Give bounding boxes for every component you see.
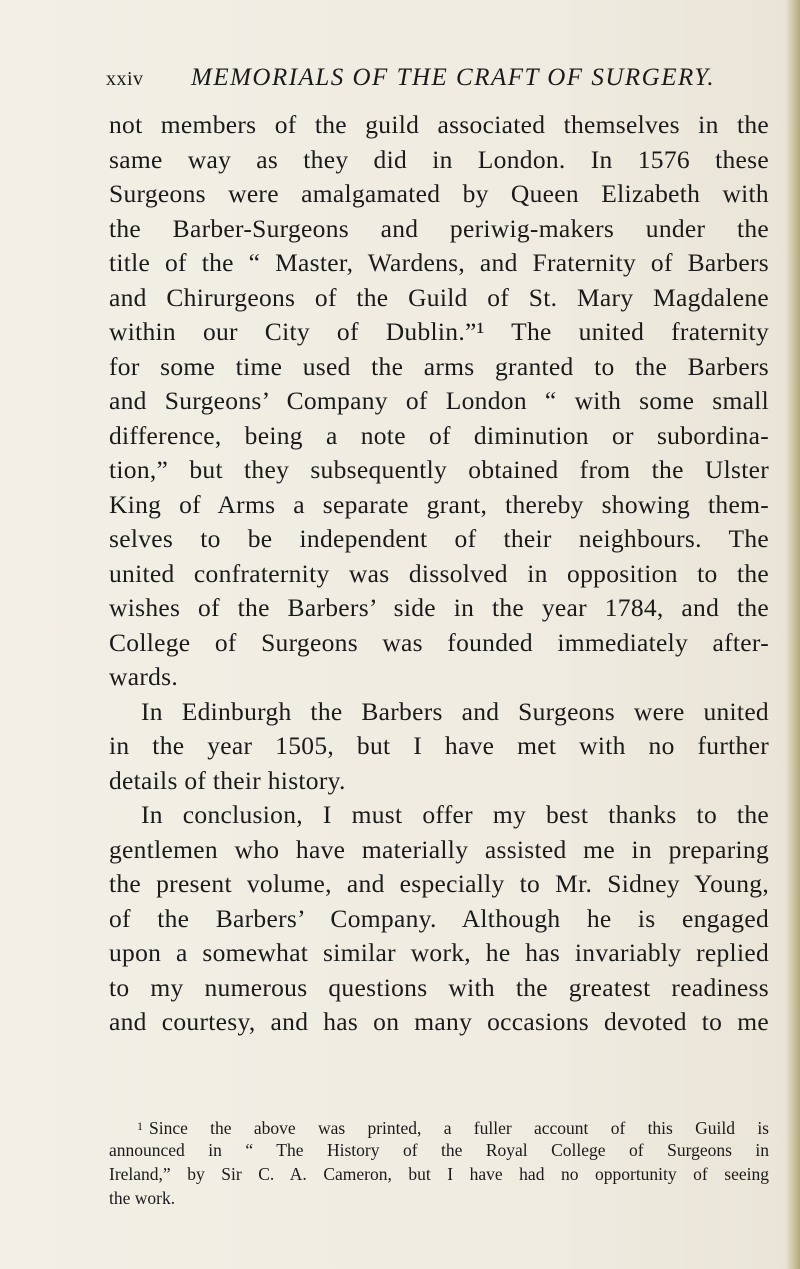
text-line: not members of the guild associated themselves in the xyxy=(109,110,769,139)
text-line: of the Barbers’ Company. Although he is engaged xyxy=(109,903,769,933)
footnote-text: Since the above was printed, a fuller account of this Guild is xyxy=(149,1118,769,1138)
text-line: College of Surgeons was founded immediately after- xyxy=(109,627,769,657)
text-line: King of Arms a separate grant, thereby showing them- xyxy=(109,489,769,519)
footnote-line: Ireland,” by Sir C. A. Cameron, but I have had no opportunity of seeing xyxy=(109,1164,769,1184)
text-line: and Surgeons’ Company of London “ with some small xyxy=(109,386,769,415)
footnote-line xyxy=(109,1114,769,1138)
text-line: for some time used the arms granted to the Barbers xyxy=(109,351,769,381)
text-line: and Chirurgeons of the Guild of St. Mary Magdalene xyxy=(109,282,769,312)
text-line: title of the “ Master, Wardens, and Fraternity of Barbers xyxy=(109,248,769,277)
text-line: upon a somewhat similar work, he has invariably replied xyxy=(109,938,769,967)
text-line: In Edinburgh the Barbers and Surgeons were united xyxy=(141,696,769,726)
text-line: same way as they did in London. In 1576 these xyxy=(109,144,769,174)
footnote xyxy=(109,1114,769,1210)
footnote-line: the work. xyxy=(109,1188,176,1208)
text-line: details of their history. xyxy=(109,765,346,795)
text-line: Surgeons were amalgamated by Queen Elizabeth with xyxy=(109,179,769,208)
text-line: wards. xyxy=(109,662,179,691)
running-head xyxy=(106,64,716,94)
footnote-marker: 1 xyxy=(137,1119,143,1133)
running-title: MEMORIALS OF THE CRAFT OF SURGERY. xyxy=(191,64,716,91)
text-line: selves to be independent of their neighbours. The xyxy=(109,524,769,553)
body-text xyxy=(109,108,769,1040)
footnote-line: announced in “ The History of the Royal College of Surgeons in xyxy=(109,1140,769,1160)
text-line: in the year 1505, but I have met with no further xyxy=(109,731,769,760)
text-line: united confraternity was dissolved in opposition to the xyxy=(109,558,769,588)
text-line: the Barber-Surgeons and periwig-makers under the xyxy=(109,213,769,243)
text-line: wishes of the Barbers’ side in the year 1784, and the xyxy=(109,593,769,622)
page-number: xxiv xyxy=(106,68,144,90)
text-line: tion,” but they subsequently obtained from the Ulster xyxy=(109,455,769,484)
text-line: gentlemen who have materially assisted me in preparing xyxy=(109,834,769,864)
text-line: difference, being a note of diminution or subordina- xyxy=(109,420,769,450)
text-line: to my numerous questions with the greatest readiness xyxy=(109,972,769,1002)
text-line: within our City of Dublin.”¹ The united fraternity xyxy=(109,317,769,346)
page-edge xyxy=(786,0,800,1269)
text-line: the present volume, and especially to Mr. Sidney Young, xyxy=(109,869,769,898)
text-line: In conclusion, I must offer my best thanks to the xyxy=(141,800,769,829)
text-line: and courtesy, and has on many occasions devoted to me xyxy=(109,1007,769,1036)
